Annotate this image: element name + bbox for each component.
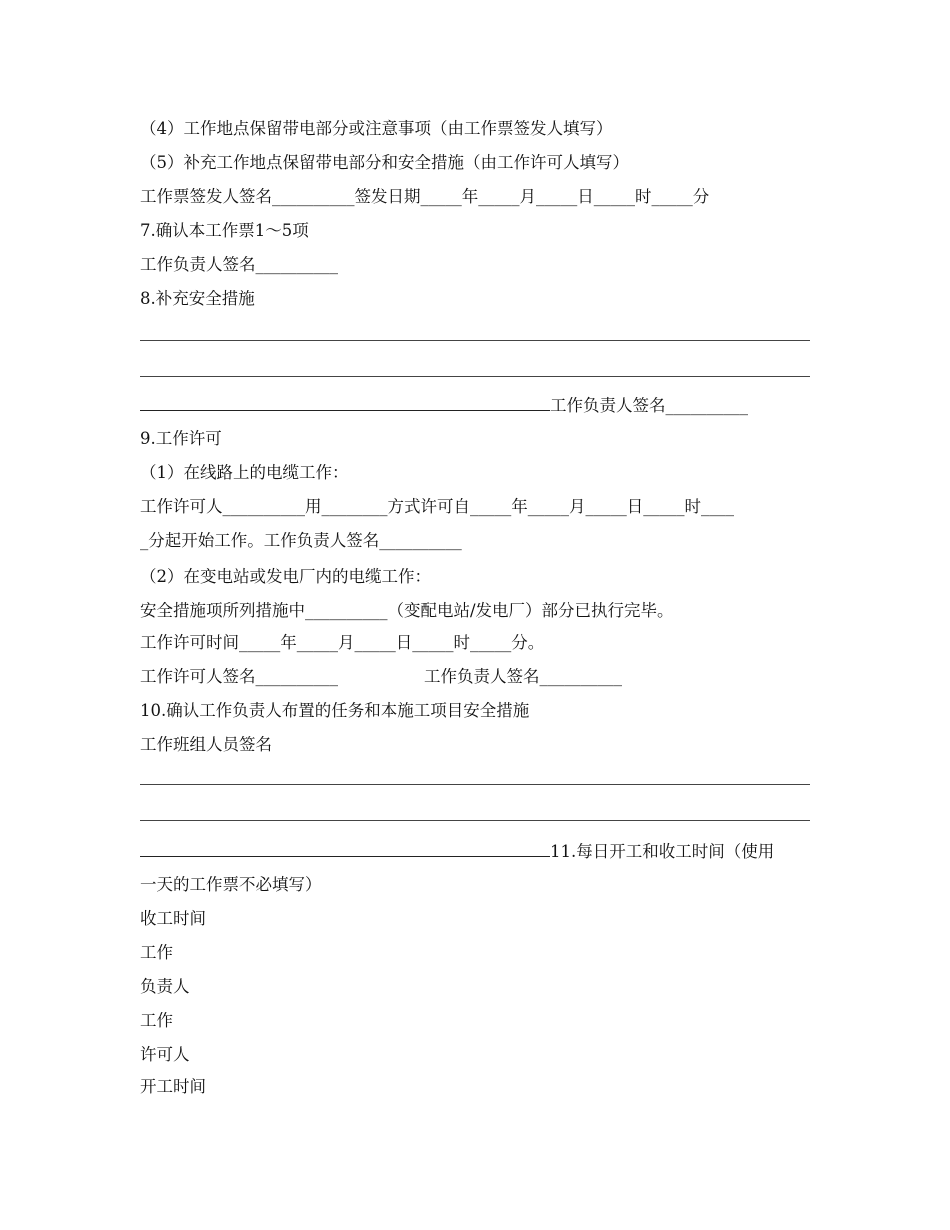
team-signature-label: 工作班组人员签名 — [140, 735, 272, 754]
fill-in-blank — [140, 840, 550, 857]
dual-signature-line — [140, 666, 622, 688]
section-8-heading: 8.补充安全措施 — [140, 289, 255, 308]
section-11-heading-continued: 一天的工作票不必填写） — [140, 875, 322, 894]
work-label: 工作 — [140, 1011, 173, 1030]
fill-in-rule — [140, 820, 810, 821]
finish-time-label: 收工时间 — [140, 909, 206, 928]
fill-in-blank — [140, 394, 550, 411]
item-4-line: （4）工作地点保留带电部分或注意事项（由工作票签发人填写） — [140, 119, 613, 138]
permitter-signature-label: 工作许可人签名__________ — [140, 667, 338, 686]
permit-time-line: 工作许可时间_____年_____月_____日_____时_____分。 — [140, 633, 545, 652]
section-8-signature-line — [140, 394, 748, 417]
subsection-2-heading: （2）在变电站或发电厂内的电缆工作： — [140, 567, 431, 586]
section-9-heading: 9.工作许可 — [140, 429, 222, 448]
subsection-1-heading: （1）在线路上的电缆工作： — [140, 463, 349, 482]
fill-in-rule — [140, 340, 810, 341]
work-label: 工作 — [140, 943, 173, 962]
permit-line-continued: _分起开始工作。工作负责人签名__________ — [140, 531, 462, 550]
section-11-heading: 11.每日开工和收工时间（使用 — [550, 842, 775, 861]
item-5-line: （5）补充工作地点保留带电部分和安全措施（由工作许可人填写） — [140, 153, 629, 172]
permitter-label: 许可人 — [140, 1045, 190, 1064]
permit-line: 工作许可人__________用________方式许可自_____年_____月_____日_____时____ — [140, 497, 734, 516]
section-11-heading-line — [140, 840, 774, 863]
responsible-signature-line: 工作负责人签名__________ — [140, 255, 338, 274]
fill-in-rule — [140, 376, 810, 377]
section-10-heading: 10.确认工作负责人布置的任务和本施工项目安全措施 — [140, 701, 530, 720]
issuer-signature-line: 工作票签发人签名__________签发日期_____年_____月_____日_____时_____分 — [140, 187, 710, 206]
responsible-signature-label: 工作负责人签名__________ — [550, 396, 748, 415]
fill-in-rule — [140, 784, 810, 785]
section-7-heading: 7.确认本工作票1～5项 — [140, 221, 309, 240]
safety-measures-line: 安全措施项所列措施中__________（变配电站/发电厂）部分已执行完毕。 — [140, 601, 674, 620]
responsible-signature-label: 工作负责人签名__________ — [424, 667, 622, 686]
start-time-label: 开工时间 — [140, 1077, 206, 1096]
responsible-person-label: 负责人 — [140, 977, 190, 996]
